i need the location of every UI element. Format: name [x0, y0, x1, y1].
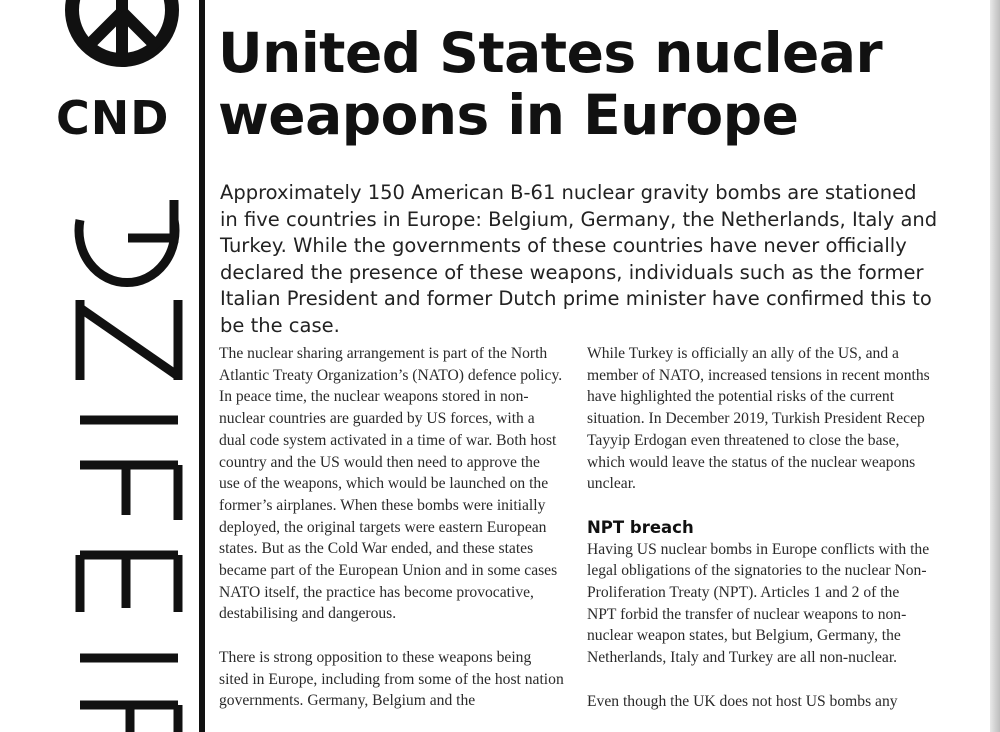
body-paragraph: The nuclear sharing arrangement is part of the North Atlantic Treaty Organization’s (NATO) defence policy. In peace time, the nuclear weapons stored in non-nuclear countries are guarded by US forces, with a dual code system activated in a time of war. Both host country and the US would then need to approve the use of the weapons, which would be launched on the former’s airplanes. When these bombs were initially deployed, the original targets were eastern European states. But as the Cold War ended, and these states became part of the European Union and in some cases NATO itself, the practice has become provocative, destabilising and dangerous.: [219, 345, 563, 623]
peace-symbol-icon: [62, 0, 182, 70]
letter-g: [79, 200, 175, 283]
left-column: [219, 343, 564, 732]
sidebar: [0, 0, 198, 732]
intro-paragraph: Approximately 150 American B-61 nuclear gravity bombs are stationed in five countries in Europe: Belgium, Germany, the Netherlands, Italy and Turkey. While the governments of these countries have never officially declared the presence of these weapons, individuals such as the former Italian President and former Dutch prime minister have confirmed this to be the case.: [220, 181, 938, 337]
title-line-2: weapons in Europe: [218, 83, 799, 147]
page-edge-shadow: [990, 0, 1000, 732]
sidebar-divider: [199, 0, 205, 732]
title-line-1: United States nuclear: [218, 21, 883, 85]
letter-e: [80, 555, 178, 612]
cnd-logo-text: CND: [56, 91, 170, 145]
briefing-vertical-text: [66, 180, 196, 732]
letter-n: [80, 300, 178, 380]
body-paragraph: Even though the UK does not host US bombs any: [587, 692, 898, 710]
body-paragraph: Having US nuclear bombs in Europe conflicts with the legal obligations of the signatories to the nuclear Non-Proliferation Treaty (NPT). Articles 1 and 2 of the NPT forbid the transfer of nuclear weapons to non-nuclear weapon states, but Belgium, Germany, the Netherlands, Italy and Turkey are all non-nuclear.: [587, 540, 930, 667]
body-paragraph: While Turkey is officially an ally of the US, and a member of NATO, increased tensions in recent months have highlighted the potential risks of the current situation. In December 2019, Turkish President Recep Tayyip Erdogan even threatened to close the base, which would leave the status of the nuclear weapons unclear.: [587, 345, 930, 493]
letter-f: [80, 465, 178, 520]
right-column: [587, 343, 932, 732]
letter-r: [80, 705, 178, 732]
body-paragraph: There is strong opposition to these weapons being sited in Europe, including from some of the host nation governments. Germany, Belgium and the: [219, 648, 564, 710]
section-heading-npt-breach: NPT breach: [587, 517, 694, 537]
page-title: [218, 22, 938, 146]
